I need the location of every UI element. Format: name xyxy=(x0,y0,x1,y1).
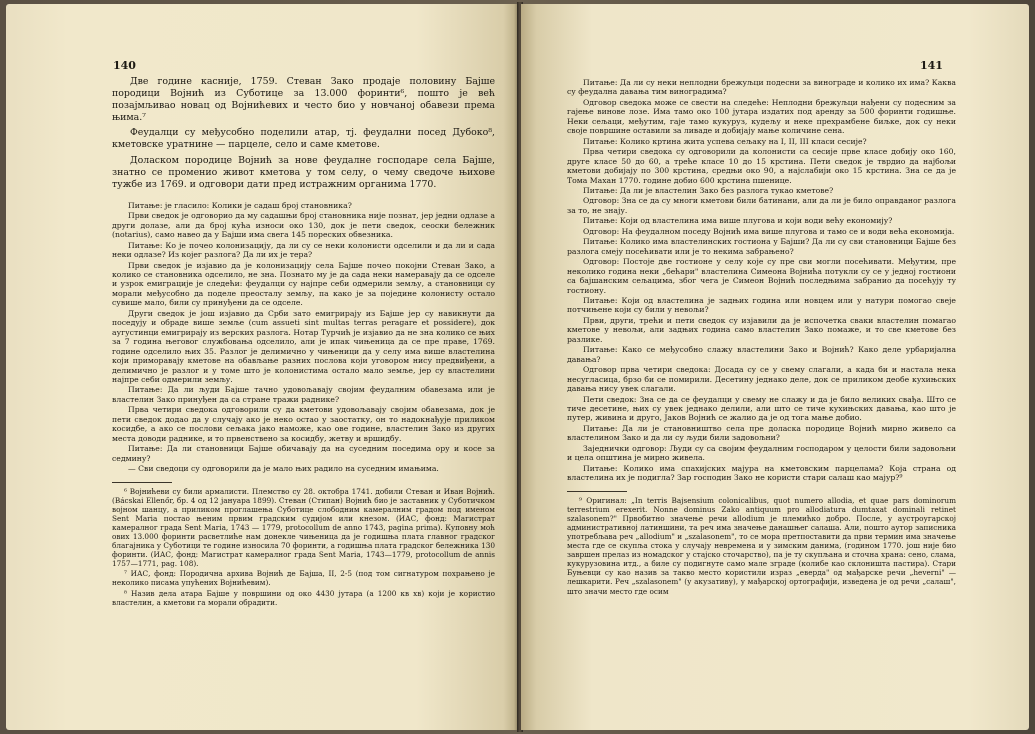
answer-paragraph: Први, други, трећи и пети сведок су изјавили да је испочетка сваки властелин помагао кметове у невољи, али задњих година само властелин Зако помаже, и то све кметове без разлике. xyxy=(567,315,956,344)
answer-paragraph: Прва четири сведока су одговорили да колонисти са сесије прве класе добију око 160, друге класе 50 до 60, а треће класе 10 до 15 крстина. Пети сведок је тврдио да најбољи кметови добијају по 300 крстина, средњи око 90, а најслабији око 15 крстина. Зна се да је Тома Махан 1770. године добио 600 крстина пшенице. xyxy=(567,147,956,185)
question-paragraph: Питање: Да ли становници Бајше обичавају да на суседним поседима ору и косе за седмину? xyxy=(112,444,495,463)
answer-paragraph: Одговор: Постоје две гостионе у селу које су пре сви могли посећивати. Међутим, пре неколико година неки „бећари" властелина Симеона Војнића потукли су се у једној гостиони са бајшанским сељацима, због чега је Симеон Војнић последњима забранио да посећују ту гостиону. xyxy=(567,257,956,295)
left-page-content xyxy=(112,76,495,608)
question-paragraph: Питање: Да ли је властелин Зако без разлога тукао кметове? xyxy=(583,185,834,195)
answer-paragraph: Заједнички одговор: Људи су са својим феудалним господаром у целости били задовољни и цела општина је мирно живела. xyxy=(567,443,956,463)
question-paragraph: Питање: Колико има властелинских гостиона у Бајши? Да ли су сви становници Бајше без разлога смеју посећивати или је то некима забрањено? xyxy=(567,237,956,256)
footnote: ⁹ Оригинал: „In terris Bajsensium colonicalibus, quot numero allodia, et quae pars dominorum terrestrium erexerit. Nonne dominus Zako antiquum pro allodiatura dumtaxat dominali retinet szalasonem?" Првобитно значење речи allodium је племићко добро. После, у аустроугарској административној латиншини, та реч има значење данашњег салаша. Али, пошто аутор записника употребљава реч „allodium" и „szalasonem", то се мора претпоставити да први термин има значење места где се скупља стока у случају невремена и у зимским данима, (годином 1770. још није био завршен прелаз из номадског у стајско сточарство), па је ту скупљана и сточна храна: сено, слама, кукурузовина итд., а биле су подигнуте само мале зграде (колибе као склоништа пастира). Стари Буњевци су као назив за такво место користили израз „еверда" од мађарске речи „heverni" — лешкарити. Реч „szalasonem" (у акузативу), у мађарској ортографији, изведена је од речи „салаш", што значи место где осим xyxy=(567,495,956,596)
answer-paragraph: Прва четири сведока одговорили су да кметови удовољавају својим обавезама, док је пети сведок додао да у случају ако је неко остао у заостатку, он то надокнађује приликом косидбе, а ако се послови сељака јако наможе, као ове године, властелин Зако из других места доводи раднике, и то првенствено за косидбу, жетву и вршидбу. xyxy=(112,405,495,443)
question-paragraph: Питање: Ко је почео колонизацију, да ли су се неки колонисти одселили и да ли и сада неки одлазе? Из којег разлога? Да ли их је тера? xyxy=(112,240,495,260)
intro-paragraph: Доласком породице Војнић за нове феудалне господаре села Бајше, знатно се променио живот кметова у том селу, о чему сведоче њихове тужбе из 1769. и одговори дати пред истражним органима 1770. xyxy=(112,154,495,190)
left-page xyxy=(6,4,519,730)
answer-paragraph: Одговор: Зна се да су многи кметови били батинани, али да ли је било оправданог разлога за то, не знају. xyxy=(567,196,956,215)
page-number-right: 141 xyxy=(920,59,943,72)
question-paragraph: Питање: Да ли су неки неплодни брежуљци подесни за винограде и колико их има? Каква су феудална давања тим виноградима? xyxy=(567,78,956,97)
footnote: ⁷ ИАС, фонд: Породична архива Војнић де Бајша, II, 2-5 (под том сигнатуром похрањено је неколико писама упућених Војнићевим). xyxy=(112,569,495,588)
footnote-divider xyxy=(112,482,172,483)
right-page-content xyxy=(567,78,956,597)
page-number-left: 140 xyxy=(113,59,136,72)
question-paragraph: Питање: је гласило: Колики је садаш број становника? xyxy=(128,200,352,210)
footnote: ⁶ Војнићеви су били армалисти. Племство су 28. октобра 1741. добили Стеван и Иван Војнић. (Bácskai Ellenőr, бр. 4 од 12 јануара 1899). Стеван (Стипан) Војнић био је заставник у Суботичком војном шанцу, а приликом проглашења Суботице слободним камералним градом под именом Sent Maria постао њеним првим градским судијом или кнезом. (ИАС, фонд: Магистрат камералног града Sent Maria, 1743 — 1779, protocollum de anno 1743, pagina prima). Куповну моћ ових 13.000 форинти расветлиће нам донекле чињеница да је годишња плата главног градског благајника у Суботици те године износила 70 форинти, а годишња плата градског бележника 130 форинти. (ИАС, фонд: Магистрат камералног града Sent Maria, 1743—1779, protocollum de annis 1757—1771, pag. 108). xyxy=(112,486,495,569)
question-paragraph: Питање: Да ли људи Бајше тачно удовољавају својим феудалним обавезама или је властелин Зако принуђен да са стране тражи раднике? xyxy=(112,385,495,404)
question-paragraph: Питање: Који од властелина има више плугова и који води већу економију? xyxy=(583,216,893,226)
answer-paragraph: Пети сведок: Зна се да се феудалци у свему не слажу и да је било великих свађа. Што се тиче десетине, њих су увек једнако делили, али што се тиче кухињских давања, као што је путер, живина и друго, Јаков Војнић се жалио да је од тога мање добио. xyxy=(567,394,956,423)
footnote-divider xyxy=(567,491,627,492)
right-page xyxy=(521,4,1029,730)
answer-paragraph: — Сви сведоци су одговорили да је мало њих радило на суседним имањима. xyxy=(128,464,439,474)
question-paragraph: Питање: Колико има спахијских мајура на кметовским парцелама? Која страна од властелина их је подигла? Зар господин Зако не користи стари салаш као мајур?⁹ xyxy=(567,463,956,483)
answer-paragraph: Други сведок је још изјавио да Срби зато емигрирају из Бајше јер су навикнути да поседују и обраде више земље (cum assueti sint multas terras peragare et possidere), док аугустинци емигрирају из верских разлога. Нотар Турчић је изјавио да не зна колико се њих за 7 година његовог службовања одселило, али је ипак чињеница да се пре праве, 1769. године одселило њих 35. Разлог је делимично у чињеници да у селу има више властелина који приморавају кметове на обављање разних послова који уговором нису предвиђени, а делимично је разлог и у томе што је колонистима остало мало земље, јер су властелини најпре себи одмерили земљу. xyxy=(112,308,495,384)
question-paragraph: Питање: Како се међусобно слажу властелини Зако и Војнић? Како деле урбаријална давања? xyxy=(567,345,956,364)
question-paragraph: Питање: Који од властелина је задњих година или новцем или у натури помогао свеје потчињене који су били у невољи? xyxy=(567,295,956,315)
intro-paragraph: Две године касније, 1759. Стеван Зако продаје половину Бајше породици Војнић из Суботице за 13.000 форинти⁶, пошто је већ позајмљивао новац од Војнићевих и често био у новчаној обавези према њима.⁷ xyxy=(112,76,495,124)
answer-paragraph: Први сведок је изјавио да је колонизацију села Бајше почео покојни Стеван Зако, а колико се становника одселило, не зна. Познато му је да сада неки намеравају да се одселе и узрок емиграције је следећи: феудалци су најпре себи одмерили земљу, а становници су морали међусобно да поделе преосталу земљу, па како је за поједине колонисту остало сувише мало, били су принуђени да се одселе. xyxy=(112,260,495,308)
answer-paragraph: Први сведок је одговорио да му садашњи број становника није познат, јер једни одлазе а други долазе, али да број кућа износи око 130, док је пети сведок, сеоски бележник (notarius), само навео да у Бајши има свега 145 пореских обвезника. xyxy=(112,211,495,240)
answer-paragraph: Одговор прва четири сведока: Досада су се у свему слагали, а када би и настала нека несугласица, брзо би се помирили. Десетину једнако деле, док се приликом деобе кухињских давања нису увек слагали. xyxy=(567,365,956,394)
footnote: ⁸ Назив дела атара Бајше у површини од око 4430 јутара (а 1200 кв хв) који је користио властелин, а кметови га морали обрадити. xyxy=(112,588,495,607)
intro-paragraph: Феудалци су међусобно поделили атар, тј. феудални посед Дубоко⁸, кметовске уратнине — парцеле, село и саме кметове. xyxy=(112,127,495,151)
answer-paragraph: Одговор сведока може се свести на следеће: Неплодни брежуљци нађени су подесним за гајење винове лозе. Има тамо око 100 јутара издатих под аренду за 500 форинти годишње. Неки сељаци, међутим, гаје тамо кукуруз, кудељу и неке прехрамбене биљке, док су неки своје површине оставили за ливаде и добијају мање количине сена. xyxy=(567,97,956,136)
question-paragraph: Питање: Да ли је становништво села пре доласка породице Војнић мирно живело са властелином Зако и да ли су људи били задовољни? xyxy=(567,423,956,443)
answer-paragraph: Одговор: На феудалном поседу Војнић има више плугова и тамо се и води већа економија. xyxy=(583,226,955,236)
question-paragraph: Питање: Колико кртина жита успева сељаку на I, II, III класи сесије? xyxy=(583,136,867,146)
